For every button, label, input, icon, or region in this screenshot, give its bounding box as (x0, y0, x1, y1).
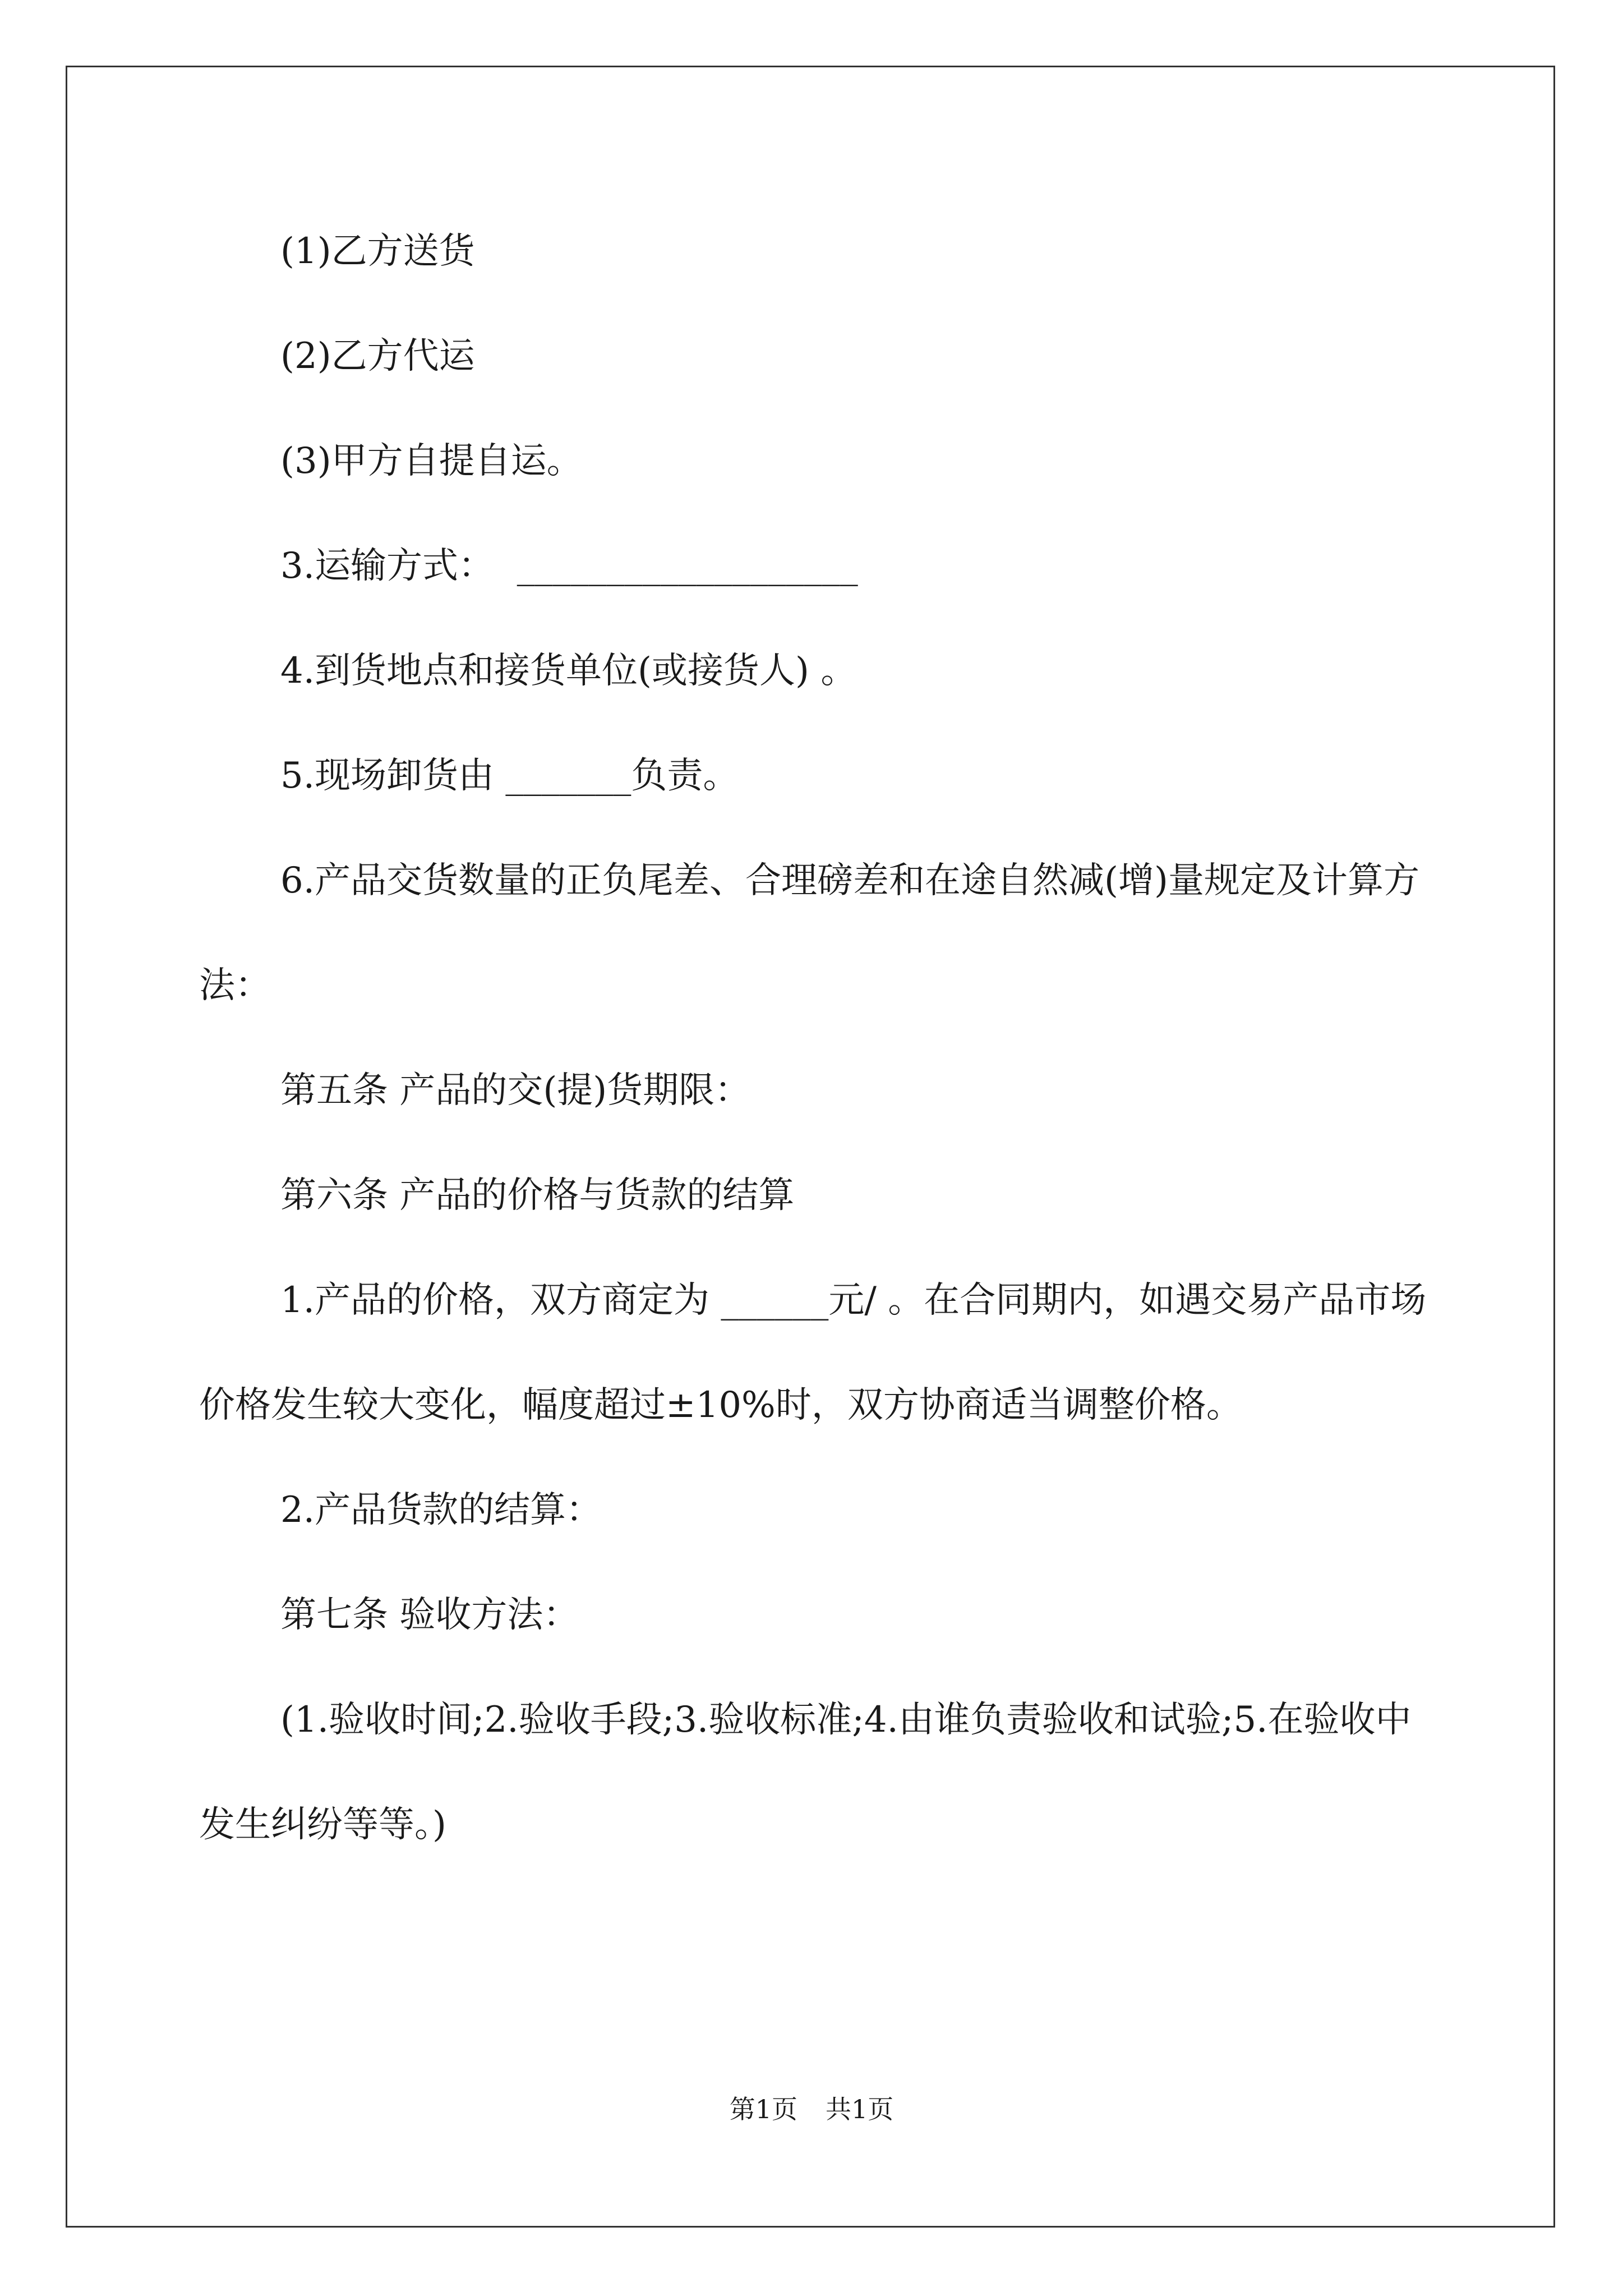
paragraph: (1.验收时间;2.验收手段;3.验收标准;4.由谁负责验收和试验;5.在验收中发生纠纷等等。) (199, 1699, 1412, 1846)
paragraph: (2)乙方代运 (280, 335, 475, 377)
section-heading: 第五条 产品的交(提)货期限： (280, 1070, 751, 1111)
page-number-current: 第1页 (729, 2094, 797, 2124)
paragraph: 2.产品货款的结算： (280, 1489, 602, 1531)
paragraph: 3.运输方式： ___________________ (280, 545, 858, 587)
paragraph: (3)甲方自提自运。 (280, 440, 583, 482)
page-footer (0, 2092, 1623, 2126)
paragraph: 6.产品交货数量的正负尾差、合理磅差和在途自然减(增)量规定及计算方法： (199, 860, 1419, 1006)
paragraph: (1)乙方送货 (280, 231, 475, 272)
paragraph: 1.产品的价格，双方商定为 ______元/ 。在合同期内，如遇交易产品市场价格发生较大变化，幅度超过±10%时，双方协商适当调整价格。 (199, 1280, 1427, 1426)
paragraph: 5.现场卸货由 _______负责。 (280, 755, 739, 797)
paragraph: 4.到货地点和接货单位(或接货人) 。 (280, 650, 857, 692)
section-heading: 第七条 验收方法： (280, 1594, 579, 1636)
section-heading: 第六条 产品的价格与货款的结算 (280, 1175, 795, 1216)
page-number-total: 共1页 (826, 2094, 894, 2124)
document-body (199, 199, 1433, 1878)
